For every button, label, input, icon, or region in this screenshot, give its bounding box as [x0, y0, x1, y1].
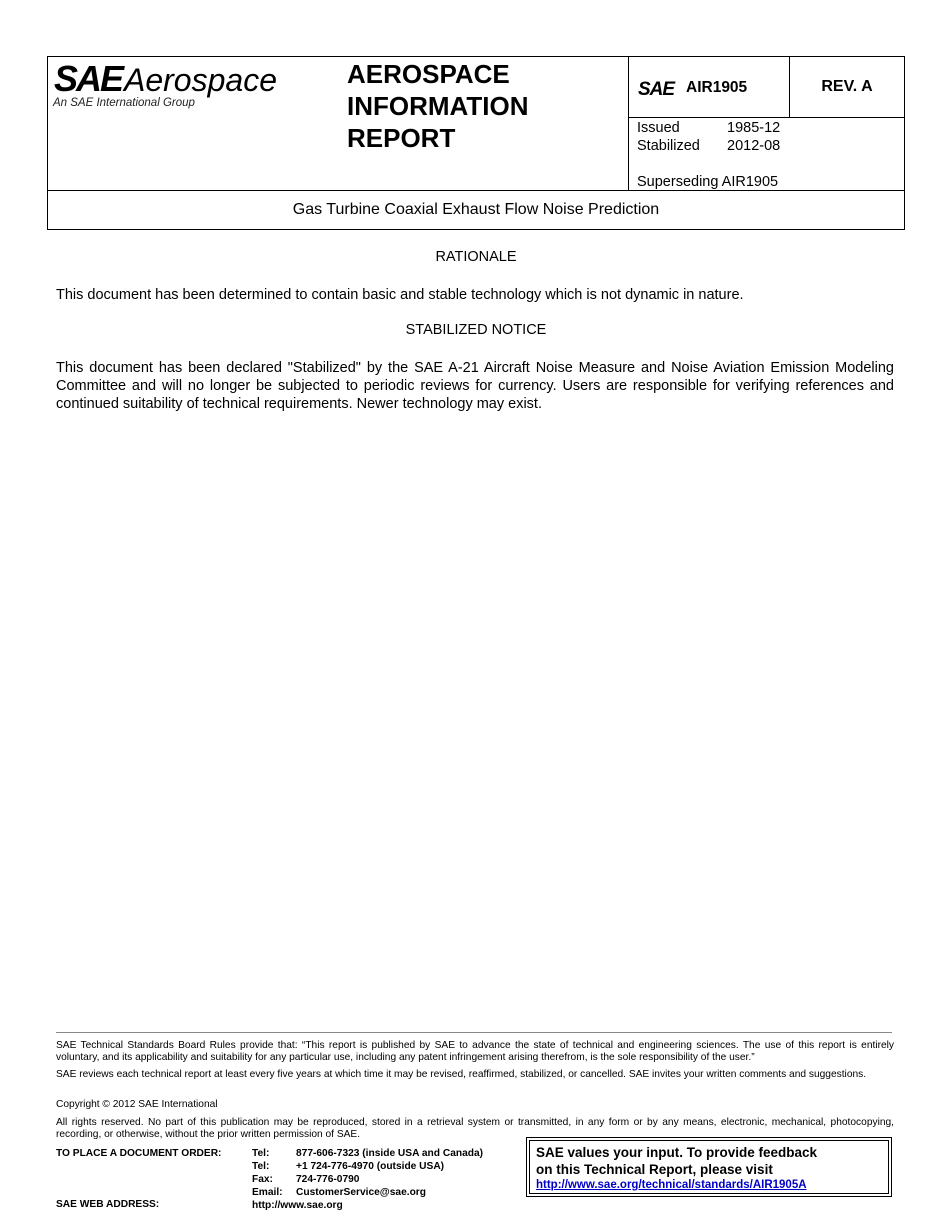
dates-block: [637, 119, 780, 155]
rationale-heading: RATIONALE: [435, 249, 517, 265]
header-divider: [47, 190, 905, 191]
feedback-box: [526, 1137, 892, 1197]
doc-number-cell: [638, 78, 747, 98]
stabilized-value: 2012-08: [727, 138, 781, 154]
svg-text:SAE: SAE: [638, 79, 675, 98]
feedback-link[interactable]: http://www.sae.org/technical/standards/AIR1905A: [536, 1179, 807, 1191]
header-divider: [628, 56, 629, 190]
rights-text: All rights reserved. No part of this publication may be reproduced, stored in a retrieval system or transmitted, in any form or by any means, electronic, mechanical, photocopying, recording, or otherwise, without the prior written permission of SAE.: [56, 1117, 894, 1140]
feedback-text: on this Technical Report, please visit: [536, 1162, 773, 1177]
contact-row: Tel: 877-606-7323 (inside USA and Canada): [252, 1148, 484, 1159]
contact-list: [252, 1147, 483, 1212]
sae-small-logo: [638, 78, 676, 98]
logo-subtitle: An SAE International Group: [53, 97, 195, 109]
doc-number: AIR1905: [686, 79, 748, 96]
logo-word: Aerospace: [124, 62, 277, 98]
contact-row: Email: CustomerService@sae.org: [252, 1187, 426, 1198]
review-text: SAE reviews each technical report at least every five years at which time it may be revised, reaffirmed, stabilized, or cancelled. SAE invites your written comments and suggestions.: [56, 1069, 867, 1080]
issued-label: Issued: [637, 120, 680, 136]
report-type: [347, 58, 529, 154]
logo-brand: SAE: [54, 60, 123, 99]
document-title: Gas Turbine Coaxial Exhaust Flow Noise Prediction: [292, 201, 660, 218]
revision: REV. A: [821, 78, 873, 95]
superseding: Superseding AIR1905: [637, 174, 779, 190]
report-type-line: REPORT: [347, 123, 456, 153]
contact-row: Fax: 724-776-0790: [252, 1174, 360, 1185]
rationale-text: This document has been determined to contain basic and stable technology which is not dynamic in nature.: [56, 287, 744, 303]
notice-text: This document has been declared "Stabilized" by the SAE A-21 Aircraft Noise Measure and Noise Aviation Emission Modeling Committee and will no longer be subjected to periodic reviews for currency. Users are responsible for verifying references and continued suitability of technical requirements. Newer technology may exist.: [56, 360, 894, 412]
email-link[interactable]: CustomerService@sae.org: [296, 1187, 426, 1198]
footer-rule: [56, 1032, 892, 1033]
report-type-line: AEROSPACE: [347, 59, 510, 89]
contact-row: [252, 1199, 483, 1212]
rules-text: SAE Technical Standards Board Rules provide that: “This report is published by SAE to advance the state of technical and engineering sciences. The use of this report is entirely voluntary, and its applicability and suitability for any particular use, including any patent infringement arising therefrom, is the sole responsibility of the user.”: [56, 1040, 894, 1063]
report-type-line: INFORMATION: [347, 91, 529, 121]
order-label: TO PLACE A DOCUMENT ORDER:: [56, 1148, 222, 1159]
issued-value: 1985-12: [727, 120, 781, 136]
web-label: SAE WEB ADDRESS:: [56, 1199, 160, 1210]
header-divider: [628, 117, 905, 118]
web-address-link[interactable]: http://www.sae.org: [252, 1200, 343, 1211]
contact-row: Tel: +1 724-776-4970 (outside USA): [252, 1161, 445, 1172]
stabilized-label: Stabilized: [637, 138, 700, 154]
notice-heading: STABILIZED NOTICE: [405, 322, 547, 338]
copyright: Copyright © 2012 SAE International: [56, 1099, 218, 1110]
feedback-text: SAE values your input. To provide feedback: [536, 1145, 818, 1160]
